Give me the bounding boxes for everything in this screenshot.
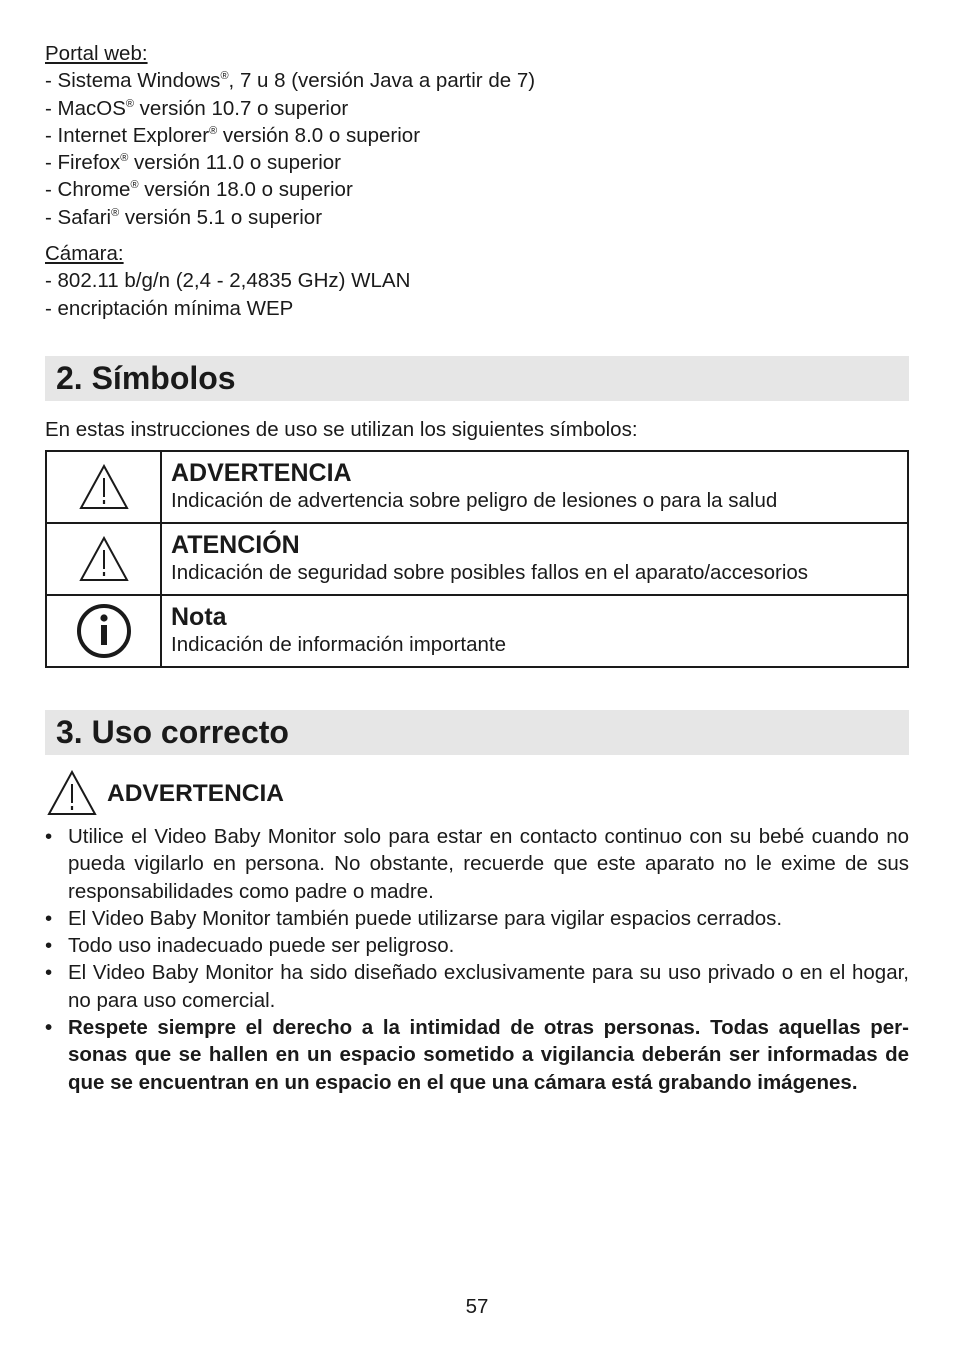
table-row <box>46 595 908 667</box>
symbols-intro: En estas instrucciones de uso se utilizan los siguientes símbolos: <box>45 418 638 441</box>
list-item <box>45 823 909 905</box>
warning-triangle-icon <box>47 464 160 510</box>
portal-item-suffix: versión 5.1 o superior <box>119 205 323 229</box>
list-item-text: Todo uso inadecuado puede ser peligroso. <box>68 934 455 958</box>
registered-mark: ® <box>220 70 229 83</box>
table-row <box>46 451 908 523</box>
list-item <box>45 932 909 959</box>
page-number: 57 <box>465 1295 489 1318</box>
warning-title: ADVERTENCIA <box>107 780 284 807</box>
portal-item-suffix: versión 8.0 o superior <box>217 123 421 147</box>
portal-item <box>45 122 535 149</box>
portal-item-suffix: versión 10.7 o superior <box>133 96 349 120</box>
section-header-intended-use <box>45 710 909 755</box>
portal-item <box>45 204 535 231</box>
portal-item-suffix: versión 18.0 o superior <box>138 178 353 202</box>
warning-triangle-icon <box>47 536 160 582</box>
symbol-icon-cell <box>46 523 161 595</box>
warning-triangle-icon <box>47 770 97 816</box>
registered-mark: ® <box>209 125 218 138</box>
portal-item <box>45 95 535 122</box>
list-item-text: Respete siempre el derecho a la intimidad de otras personas. Todas aquellas per-sonas que se hallen en un espacio sometido a vigilancia deberán ser informadas de que se encuentran en un espacio en el que una cámara está grabando imágenes. <box>68 1016 909 1094</box>
symbol-title: ADVERTENCIA <box>171 459 352 487</box>
symbol-icon-cell <box>46 595 161 667</box>
portal-item <box>45 176 535 203</box>
table-row <box>46 523 908 595</box>
portal-item-suffix: versión 11.0 o superior <box>128 151 342 175</box>
portal-item-prefix: - Safari <box>45 205 112 229</box>
symbol-description: Indicación de seguridad sobre posibles fallos en el aparato/accesorios <box>171 561 809 584</box>
portal-item <box>45 149 535 176</box>
list-item-text: Utilice el Video Baby Monitor solo para estar en contacto continuo con su bebé cuando no pueda vigilarlo en persona. No obstante, recuerde que este aparato no le exime de sus responsabilidades como padre o madre. <box>68 825 909 903</box>
registered-mark: ® <box>111 206 120 219</box>
camera-requirements <box>45 240 410 322</box>
list-item <box>45 959 909 1014</box>
symbol-description: Indicación de información importante <box>171 633 507 656</box>
list-item <box>45 905 909 932</box>
section-title: 2. Símbolos <box>56 360 236 396</box>
portal-item-prefix: - Internet Explorer <box>45 123 210 147</box>
info-circle-icon <box>47 603 160 659</box>
symbols-table <box>45 450 909 668</box>
bullet-mark: • <box>45 906 53 930</box>
section-header-symbols <box>45 356 909 401</box>
portal-item-prefix: - Firefox <box>45 151 121 175</box>
warning-list <box>45 823 909 1096</box>
list-item-text: El Video Baby Monitor también puede utilizarse para vigilar espacios cerrados. <box>68 906 783 930</box>
symbol-text-cell <box>161 595 908 667</box>
list-item-text: El Video Baby Monitor ha sido diseñado exclusivamente para su uso privado o en el hogar, no para uso comercial. <box>68 961 909 1012</box>
bullet-mark: • <box>45 961 53 985</box>
portal-requirements <box>45 40 535 231</box>
portal-item-suffix: , 7 u 8 (versión Java a partir de 7) <box>228 69 536 93</box>
symbol-description: Indicación de advertencia sobre peligro de lesiones o para la salud <box>171 489 778 512</box>
symbol-icon-cell <box>46 451 161 523</box>
portal-item-prefix: - Sistema Windows <box>45 69 221 93</box>
camera-item: - encriptación mínima WEP <box>45 296 294 320</box>
registered-mark: ® <box>120 152 129 165</box>
portal-label: Portal web: <box>45 42 148 65</box>
symbol-text-cell <box>161 523 908 595</box>
portal-item-prefix: - MacOS <box>45 96 126 120</box>
bullet-mark: • <box>45 825 53 848</box>
portal-item <box>45 67 535 94</box>
bullet-mark: • <box>45 1016 53 1040</box>
bullet-mark: • <box>45 934 53 958</box>
list-item <box>45 1014 909 1096</box>
symbol-title: ATENCIÓN <box>171 531 300 559</box>
symbol-title: Nota <box>171 603 227 631</box>
camera-label: Cámara: <box>45 242 124 265</box>
registered-mark: ® <box>130 179 139 192</box>
camera-item: - 802.11 b/g/n (2,4 - 2,4835 GHz) WLAN <box>45 269 411 293</box>
registered-mark: ® <box>125 97 134 110</box>
section-title: 3. Uso correcto <box>56 714 289 750</box>
symbol-text-cell <box>161 451 908 523</box>
portal-item-prefix: - Chrome <box>45 178 131 202</box>
